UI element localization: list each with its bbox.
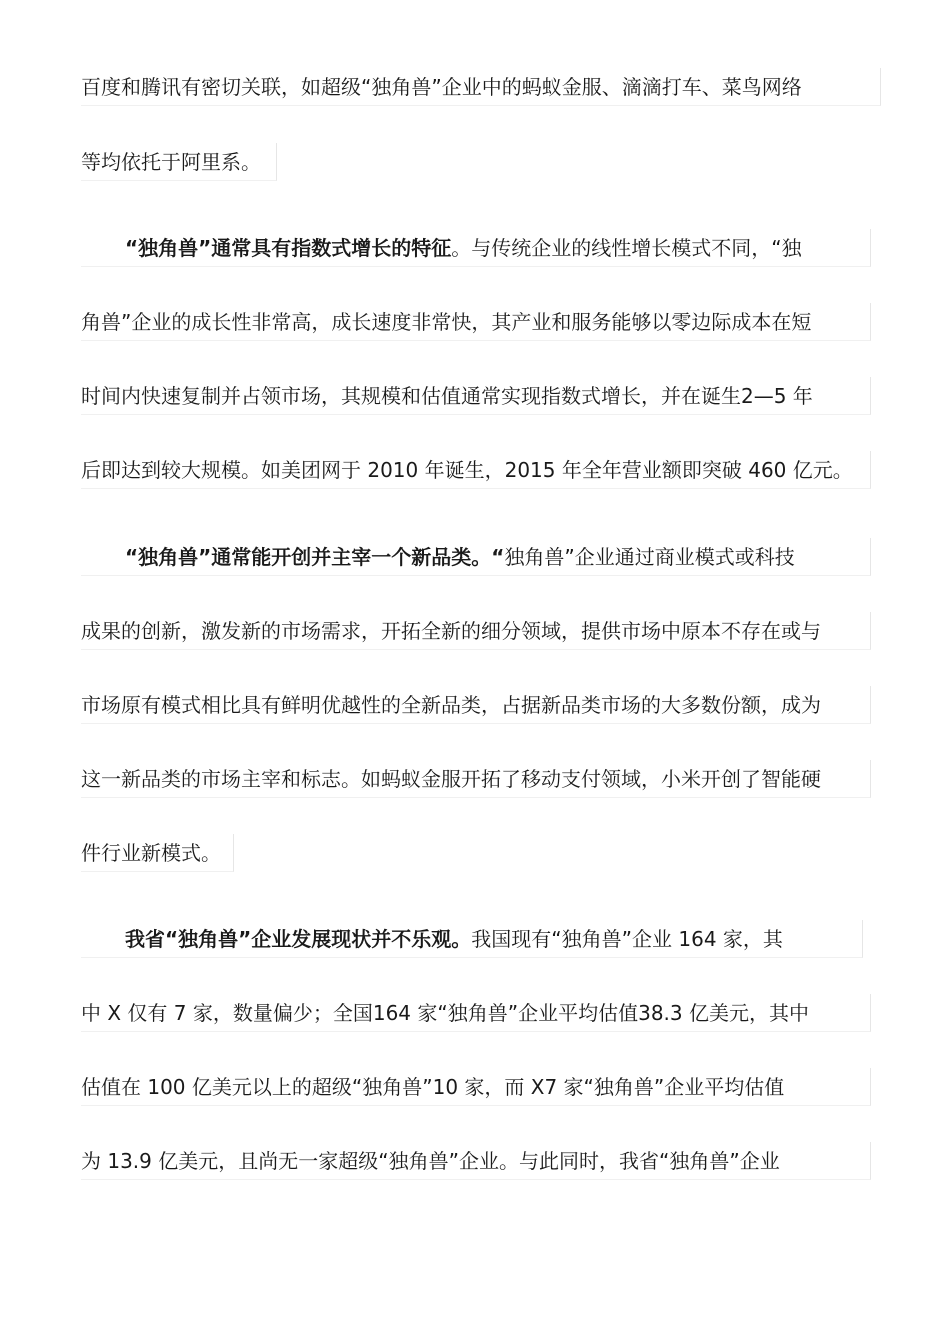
line-text: 为 13.9 亿美元，且尚无一家超级“独角兽”企业。与此同时，我省“独角兽”企业 <box>81 1149 780 1173</box>
line-text: 这一新品类的市场主宰和标志。如蚂蚁金服开拓了移动支付领域，小米开创了智能硬 <box>81 767 821 791</box>
paragraph-heading: “独角兽”通常能开创并主宰一个新品类。“ <box>125 545 505 569</box>
paragraph-first-line <box>81 229 871 267</box>
text-line <box>81 994 871 1032</box>
text-line <box>81 377 871 415</box>
text-line <box>81 834 234 872</box>
line-text: 独角兽”企业通过商业模式或科技 <box>504 545 795 569</box>
line-text: 成果的创新，激发新的市场需求，开拓全新的细分领域，提供市场中原本不存在或与 <box>81 619 821 643</box>
line-text: 后即达到较大规模。如美团网于 2010 年诞生，2015 年全年营业额即突破 460 亿元。 <box>81 458 853 482</box>
text-line <box>81 143 277 181</box>
text-line <box>81 760 871 798</box>
line-text: 。与传统企业的线性增长模式不同，“独 <box>451 236 802 260</box>
paragraph-first-line <box>81 920 863 958</box>
line-text: 中 X 仅有 7 家，数量偏少；全国164 家“独角兽”企业平均估值38.3 亿美元，其中 <box>81 1001 809 1025</box>
paragraph-heading: “独角兽”通常具有指数式增长的特征 <box>125 236 452 260</box>
line-text: 百度和腾讯有密切关联，如超级“独角兽”企业中的蚂蚁金服、滴滴打车、菜鸟网络 <box>81 75 802 99</box>
line-text: 我国现有“独角兽”企业 164 家，其 <box>471 927 783 951</box>
text-line <box>81 303 871 341</box>
text-line <box>81 68 881 106</box>
line-text: 件行业新模式。 <box>81 841 221 865</box>
line-text: 估值在 100 亿美元以上的超级“独角兽”10 家，而 X7 家“独角兽”企业平均估值 <box>81 1075 785 1099</box>
line-text: 角兽”企业的成长性非常高，成长速度非常快，其产业和服务能够以零边际成本在短 <box>81 310 812 334</box>
text-line <box>81 612 871 650</box>
line-text: 等均依托于阿里系。 <box>81 150 261 174</box>
line-text: 市场原有模式相比具有鲜明优越性的全新品类，占据新品类市场的大多数份额，成为 <box>81 693 821 717</box>
text-line <box>81 451 871 489</box>
paragraph-heading: 我省“独角兽”企业发展现状并不乐观。 <box>125 927 472 951</box>
text-line <box>81 1068 871 1106</box>
text-line <box>81 686 871 724</box>
paragraph-first-line <box>81 538 871 576</box>
text-line <box>81 1142 871 1180</box>
line-text: 时间内快速复制并占领市场，其规模和估值通常实现指数式增长，并在诞生2—5 年 <box>81 384 813 408</box>
